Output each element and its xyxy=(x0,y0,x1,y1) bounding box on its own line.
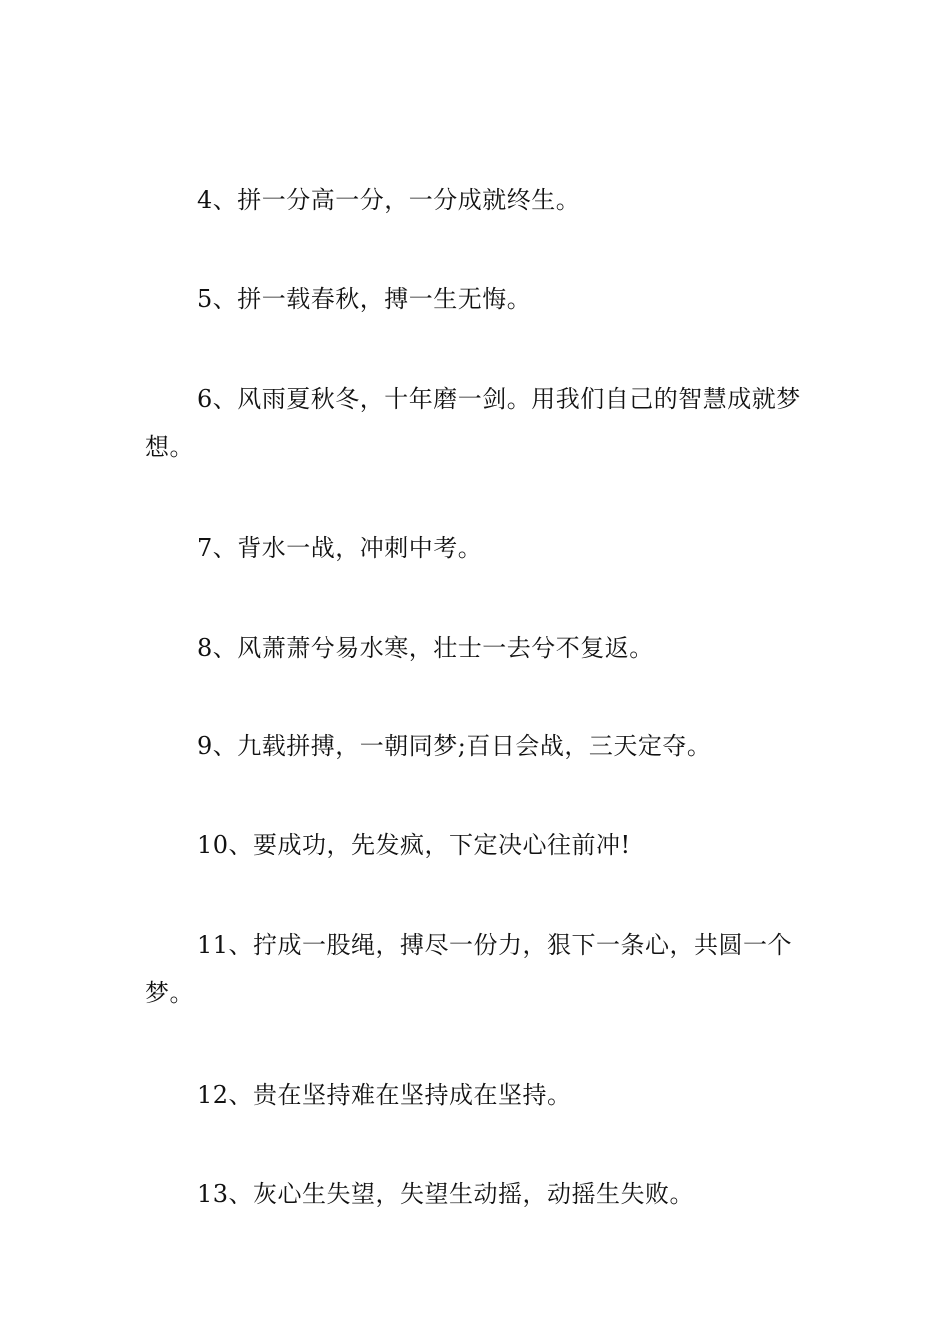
paragraph-item-8: 8、风萧萧兮易水寒，壮士一去兮不复返。 xyxy=(197,634,654,662)
paragraph-item-11: 11、拧成一股绳，搏尽一份力，狠下一条心，共圆一个梦。 xyxy=(145,931,793,1007)
paragraph-item-13: 13、灰心生失望，失望生动摇，动摇生失败。 xyxy=(197,1180,695,1208)
paragraph-item-12: 12、贵在坚持难在坚持成在坚持。 xyxy=(197,1081,572,1109)
paragraph-item-7: 7、背水一战，冲刺中考。 xyxy=(197,534,483,562)
paragraph-item-6: 6、风雨夏秋冬，十年磨一剑。用我们自己的智慧成就梦想。 xyxy=(145,385,801,461)
paragraph-item-10: 10、要成功，先发疯，下定决心往前冲! xyxy=(197,831,631,859)
paragraph-item-9: 9、九载拼搏，一朝同梦;百日会战，三天定夺。 xyxy=(197,732,712,760)
paragraph-item-5: 5、拼一载春秋，搏一生无悔。 xyxy=(197,285,532,313)
paragraph-item-4: 4、拼一分高一分，一分成就终生。 xyxy=(197,186,581,214)
